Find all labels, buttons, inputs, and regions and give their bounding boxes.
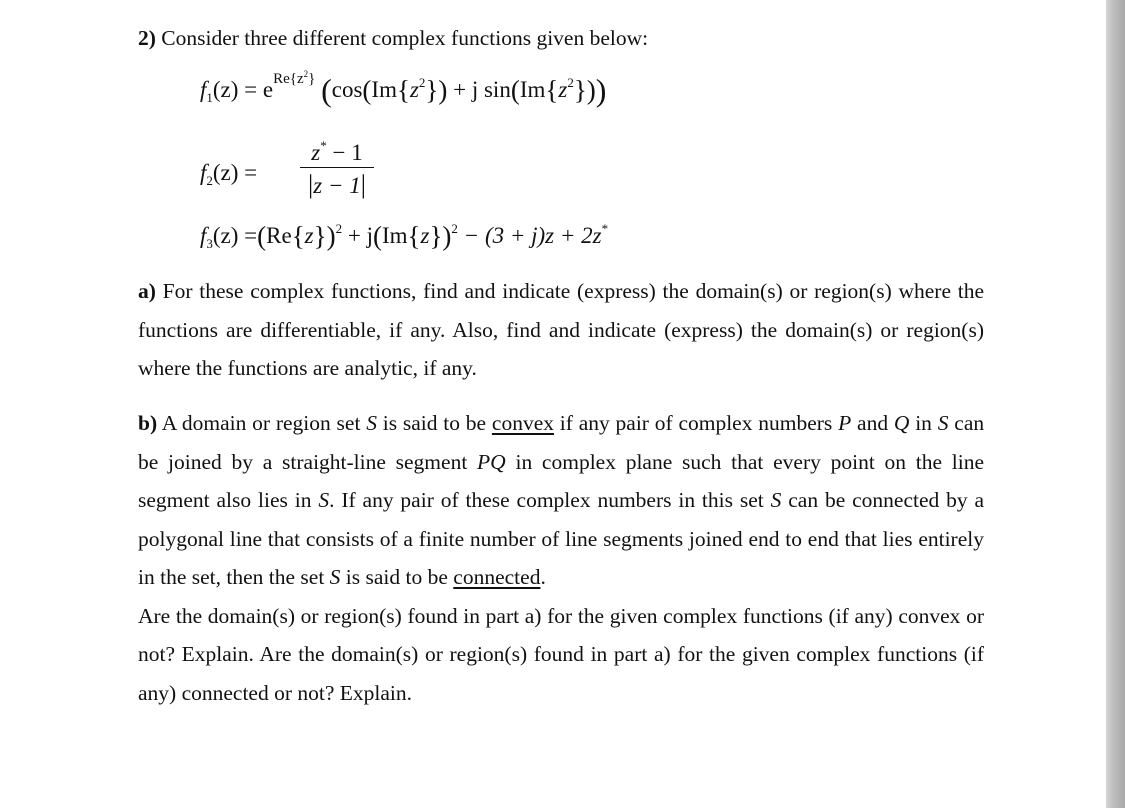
f2-subscript: 2 xyxy=(206,173,213,188)
f3-plus-j: + j xyxy=(347,223,373,248)
part-a-label: a) xyxy=(138,279,156,303)
f1-exp-power: 2 xyxy=(303,69,309,79)
question-heading xyxy=(138,24,648,52)
f3-power-1: 2 xyxy=(335,221,343,236)
f3-tail-conjugate: * xyxy=(601,221,609,236)
f1-power-1: 2 xyxy=(418,75,426,90)
set-s-3: S xyxy=(318,488,330,512)
f3-lhs-arg: (z) = xyxy=(212,223,258,248)
f3-im: Im xyxy=(381,223,408,248)
f1-z-1: z xyxy=(409,77,419,102)
f2-numerator xyxy=(300,139,374,166)
part-b-in: in xyxy=(915,411,932,435)
part-b-s2-a: If any pair of these complex numbers in this set xyxy=(341,488,764,512)
f1-plus-j-sin: + j sin xyxy=(453,77,511,102)
f3-power-2: 2 xyxy=(451,221,458,236)
f1-im-1: Im xyxy=(371,77,397,102)
f1-exp-re: Re{z xyxy=(273,71,304,87)
part-b-paragraph xyxy=(138,404,984,712)
f1-power-2: 2 xyxy=(567,75,574,90)
set-s-2: S xyxy=(937,411,949,435)
f2-fraction xyxy=(300,139,374,198)
question-number: 2) xyxy=(138,26,156,50)
point-q: Q xyxy=(893,411,910,435)
part-b-s2-c: is said to be xyxy=(345,565,448,589)
convex-term: convex xyxy=(491,411,554,435)
f2-num-rest: − 1 xyxy=(326,140,363,165)
part-b-question: Are the domain(s) or region(s) found in part a) for the given complex functions (if any) convex or not? Explain. Are the domain(s) or region(s) found in part a) for the given complex functions (if any) connected or not? Explain. xyxy=(138,603,984,705)
part-b-period-2: . xyxy=(540,565,546,589)
f3-subscript: 3 xyxy=(206,236,213,251)
connected-term: connected xyxy=(453,565,541,589)
equation-f3: $f_3(z) =(Re\{z\})^2 + j(Im\{z\})^2 - (3 + j)z + 2z^*$ xyxy=(200,221,609,251)
f1-z-2: z xyxy=(558,77,568,102)
part-b-s2-b: can be connected by a polygonal line that consists of a finite number of line segments joined end to end that lies entirely in the set, then the set xyxy=(138,488,985,589)
f3-tail: − (3 + j)z + 2z xyxy=(463,223,602,248)
equation-f1: $f_1(z) = e^{Re\{z^2\}}$ ($\cos(Im\{z^2\}) + j$ $\sin(Im\{z^2\})$) xyxy=(200,69,607,108)
set-s-5: S xyxy=(329,565,341,589)
question-intro: Consider three different complex functions given below: xyxy=(161,26,649,50)
part-b-label: b) xyxy=(138,411,158,435)
f2-symbol: f xyxy=(200,160,207,185)
f1-lhs-arg: (z) = e xyxy=(212,77,274,102)
f2-num-z: z xyxy=(311,140,321,165)
point-p: P xyxy=(838,411,852,435)
f2-den-text: z − 1 xyxy=(313,173,361,198)
part-b-s1-b: is said to be xyxy=(382,411,487,435)
part-b-s1-a: A domain or region set xyxy=(161,411,361,435)
part-b-s1-d: can be joined by a straight-line segment xyxy=(138,411,985,474)
f2-fraction-bar xyxy=(300,167,374,168)
f1-exp-close: } xyxy=(308,71,316,87)
f1-im-2: Im xyxy=(519,77,546,102)
part-b-period-1: . xyxy=(329,488,335,512)
part-b-s1-e: in complex plane such that every point on the line segment also lies in xyxy=(138,449,985,512)
part-b-and: and xyxy=(857,411,889,435)
f3-re: Re xyxy=(266,223,292,248)
f1-exponent xyxy=(273,71,315,87)
f1-subscript: 1 xyxy=(206,90,213,105)
set-s-1: S xyxy=(366,411,377,435)
f3-symbol: f xyxy=(200,223,207,248)
f1-cos: cos xyxy=(331,77,363,102)
f1-symbol: f xyxy=(200,77,207,102)
f2-num-conjugate: * xyxy=(320,138,327,153)
f3-z-1: z xyxy=(304,223,314,248)
segment-pq: PQ xyxy=(477,449,506,474)
f2-lhs xyxy=(200,160,258,188)
part-b-s1-c: if any pair of complex numbers xyxy=(559,411,833,435)
f2-lhs-arg: (z) = xyxy=(212,160,258,185)
f2-denominator: |z − 1| xyxy=(308,170,366,199)
part-a-text: For these complex functions, find and indicate (express) the domain(s) or region(s) where the functions are differentiable, if any. Also, find and indicate (express) the domain(s) or region(s) where the functions are analytic, if any. xyxy=(138,279,985,380)
window-edge xyxy=(1106,0,1125,808)
part-a-paragraph xyxy=(138,272,984,388)
f3-z-2: z xyxy=(420,223,430,248)
set-s-4: S xyxy=(770,488,782,512)
